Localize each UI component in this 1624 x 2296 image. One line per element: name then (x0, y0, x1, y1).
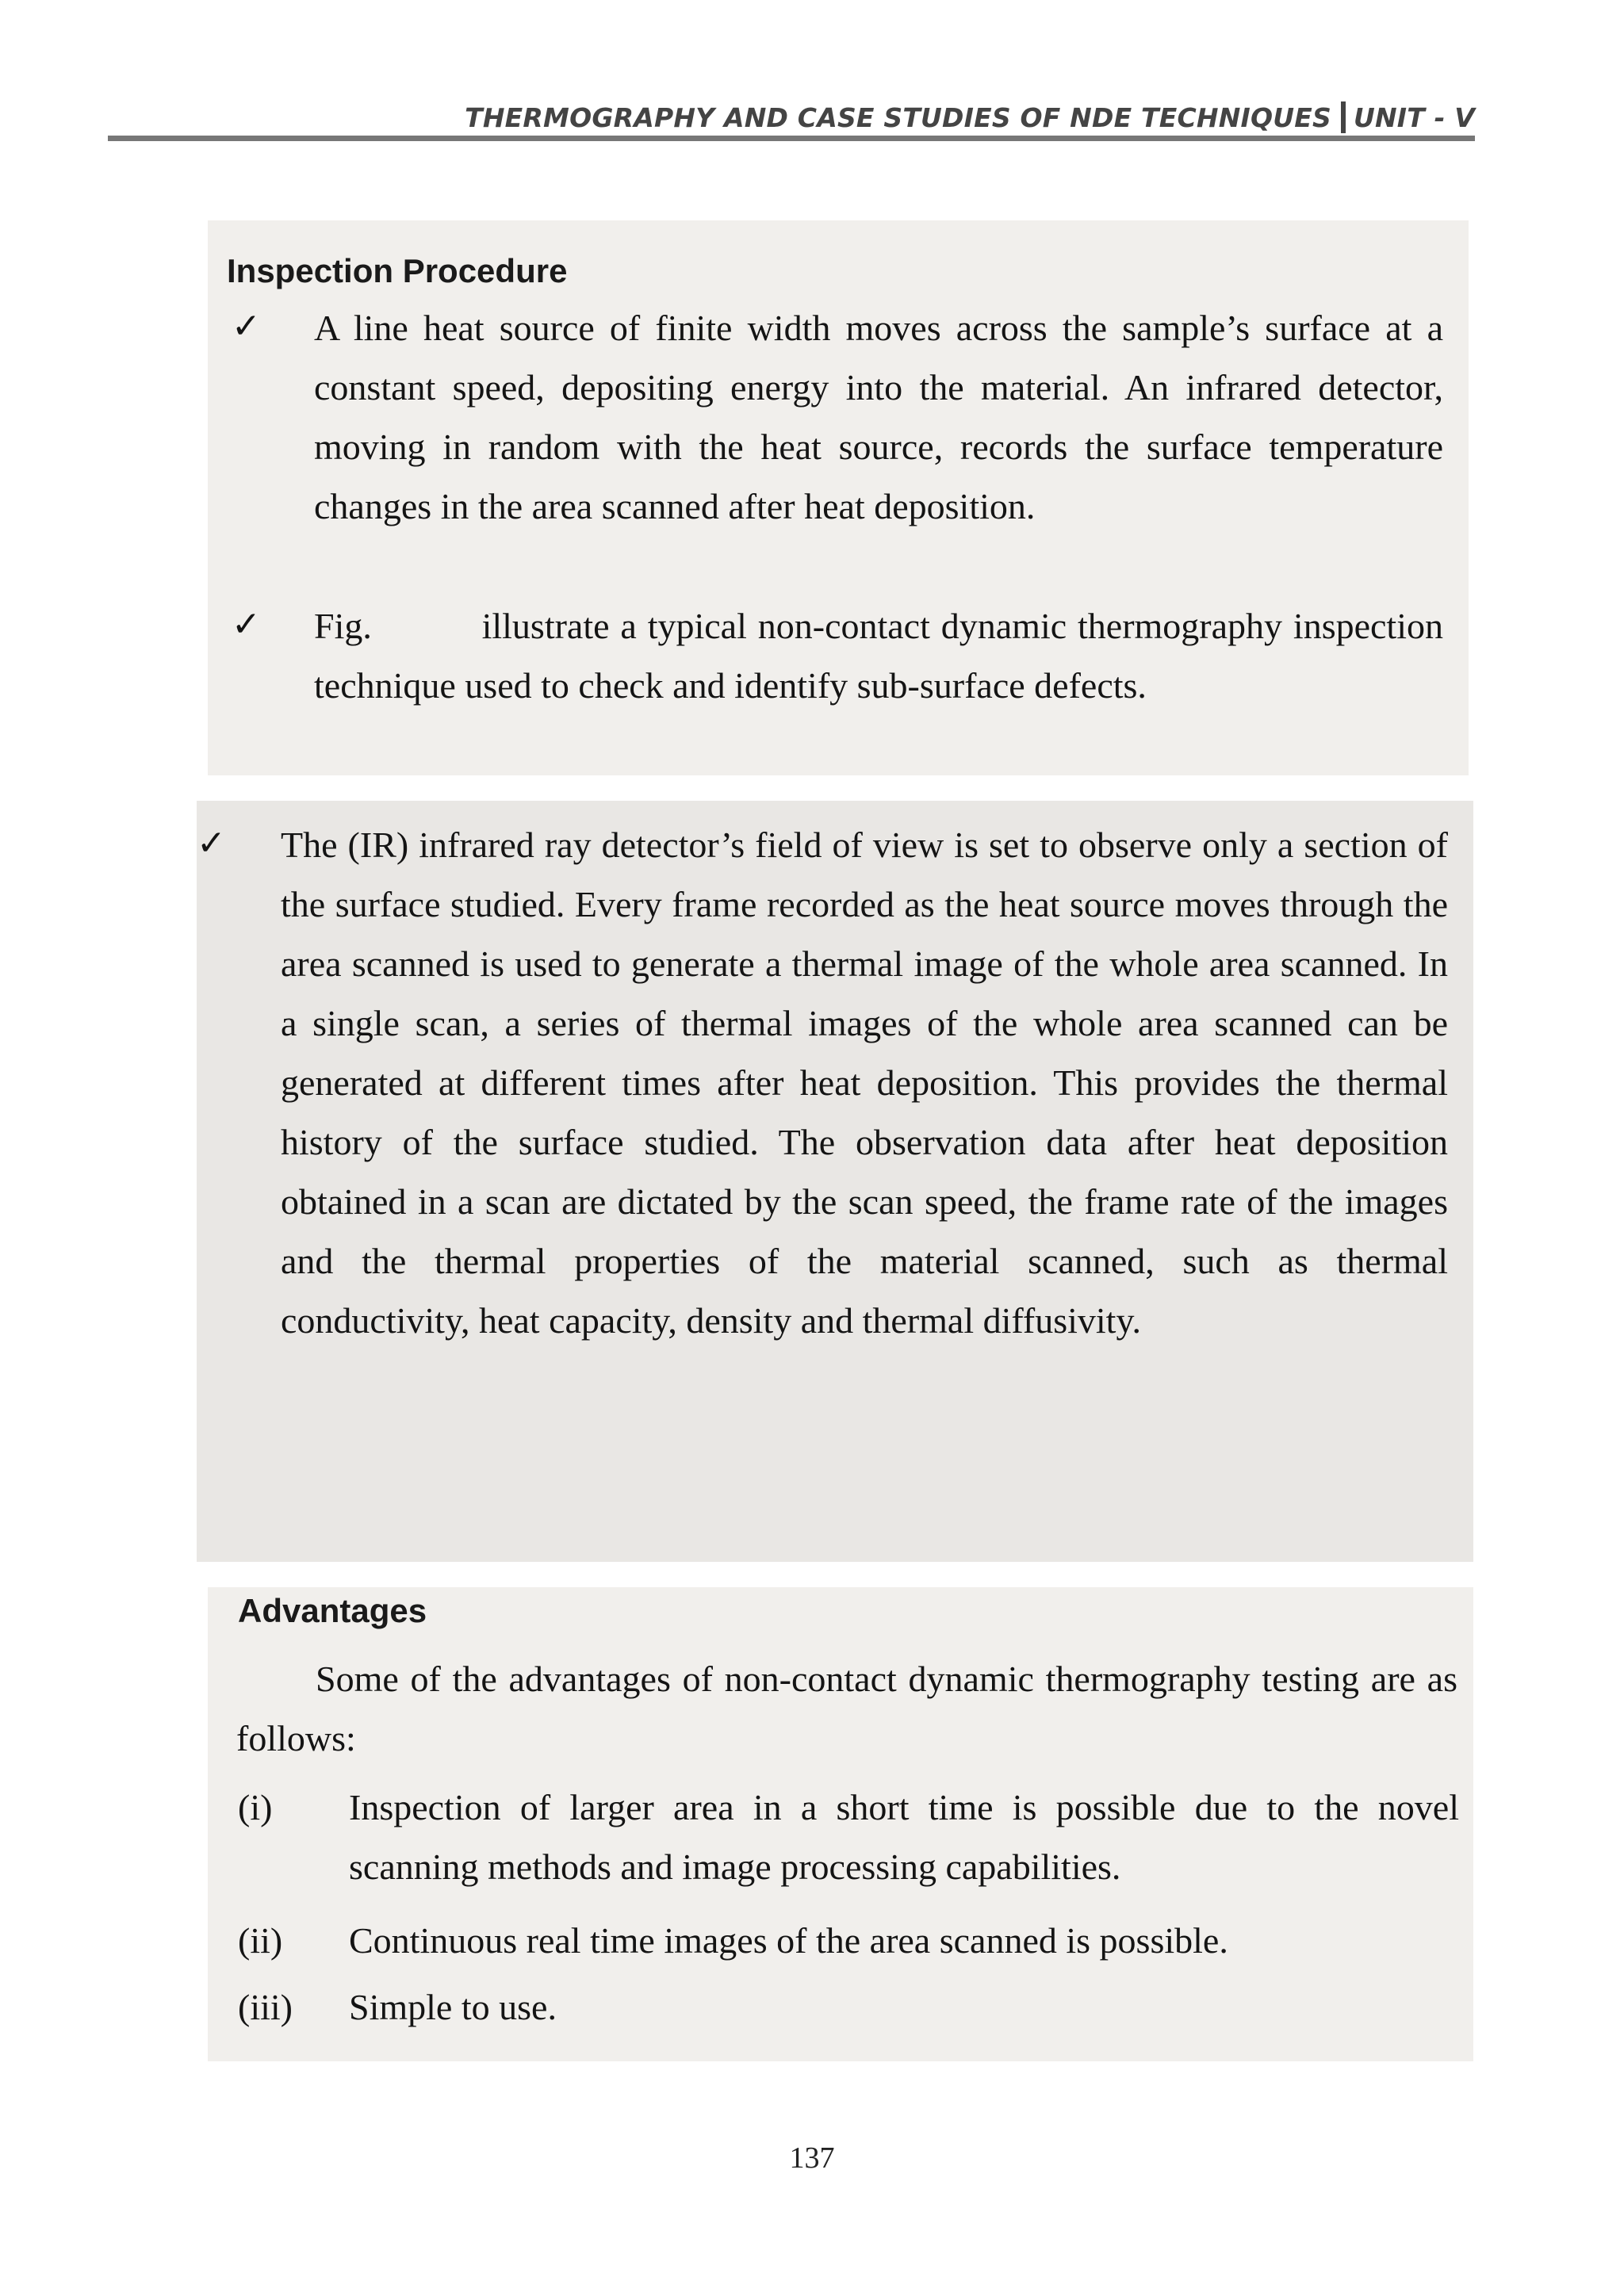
advantages-block (208, 1587, 1473, 2061)
detector-paragraph: The (IR) infrared ray detector’s field of view is set to observe only a section of the surface studied. Every frame recorded as the heat source moves through the area scanned is used to generate a thermal image of the whole area scanned. In a single scan, a series of thermal images of the whole area scanned can be generated at different times after heat deposition. This provides the thermal history of the surface studied. The observation data after heat deposition obtained in a scan are dictated by the scan speed, the frame rate of the images and the thermal properties of the material scanned, such as thermal conductivity, heat capacity, density and thermal diffusivity. (281, 825, 1448, 1341)
header-unit: UNIT - V (1353, 102, 1475, 133)
list-item-text: Continuous real time images of the area scanned is possible. (349, 1920, 1228, 1961)
running-header (108, 94, 1475, 141)
inspection-procedure-block (208, 220, 1469, 775)
list-item-text: Inspection of larger area in a short time is possible due to the novel scanning methods and image processing capabilities. (349, 1787, 1459, 1887)
header-title: THERMOGRAPHY AND CASE STUDIES OF NDE TECHNIQUES (465, 102, 1331, 133)
inspection-item-2: Fig. illustrate a typical non-contact dynamic thermography inspection technique used to check and identify sub-surface defects. (314, 606, 1453, 706)
list-item-number: (ii) (238, 1920, 283, 1961)
advantages-intro: Some of the advantages of non-contact dynamic thermography testing are as follows: (236, 1659, 1457, 1758)
list-item-text: Simple to use. (349, 1987, 557, 2027)
header-separator (1341, 101, 1346, 133)
check-icon: ✓ (232, 604, 261, 645)
detector-paragraph-block (197, 801, 1473, 1562)
advantages-heading: Advantages (238, 1592, 427, 1629)
list-item-number: (iii) (238, 1987, 293, 2027)
header-rule (108, 136, 1475, 141)
list-item (238, 1777, 1459, 1904)
header-text (465, 101, 1475, 133)
page-number: 137 (789, 2141, 835, 2175)
inspection-heading: Inspection Procedure (227, 252, 568, 289)
inspection-item-1: A line heat source of finite width moves across the sample’s surface at a constant speed, depositing energy into the material. An infrared detector, moving in random with the heat source, records the surface temperature changes in the area scanned after heat deposition. (314, 308, 1443, 526)
list-item-number: (i) (238, 1787, 273, 1827)
list-item (238, 1911, 1459, 1974)
check-icon: ✓ (197, 823, 226, 863)
list-item (238, 1977, 1459, 2041)
check-icon: ✓ (232, 306, 261, 346)
